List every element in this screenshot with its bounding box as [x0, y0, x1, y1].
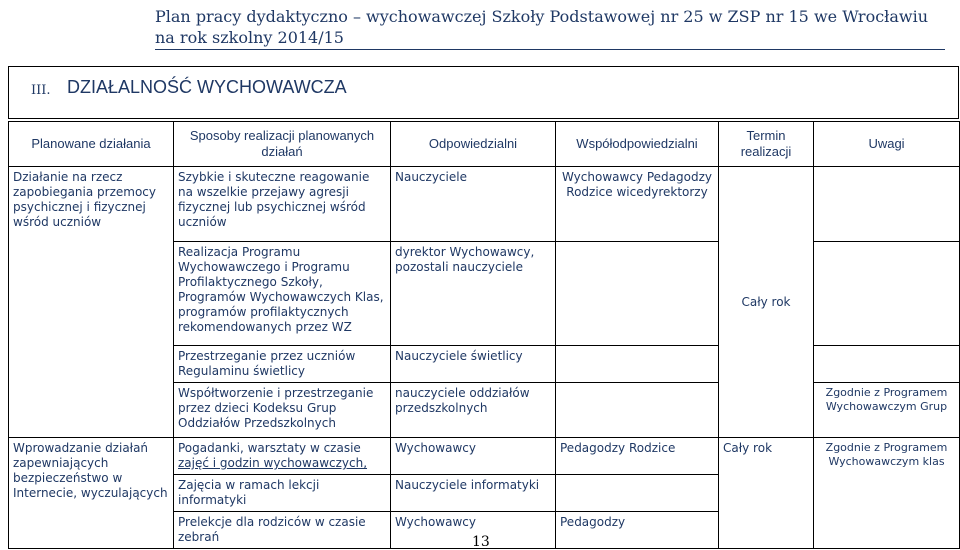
method-cell: Prelekcje dla rodziców w czasie zebrań	[174, 512, 391, 549]
coresponsible-cell: Wychowawcy Pedagodzy Rodzice wicedyrektorzy	[556, 167, 719, 242]
section-header	[8, 66, 959, 119]
notes-cell: Zgodnie z Programem Wychowawczym klas	[814, 438, 960, 549]
term-cell: Cały rok	[719, 438, 814, 549]
method-cell: Współtworzenie i przestrzeganie przez dzieci Kodeksu Grup Oddziałów Przedszkolnych	[174, 383, 391, 438]
method-cell	[174, 438, 391, 475]
term-cell: Cały rok	[719, 167, 814, 438]
responsible-cell: nauczyciele oddziałów przedszkolnych	[391, 383, 556, 438]
header-notes: Uwagi	[814, 122, 960, 167]
header-planned: Planowane działania	[9, 122, 174, 167]
activities-table	[8, 121, 960, 549]
responsible-cell: Nauczyciele świetlicy	[391, 346, 556, 383]
coresponsible-cell	[556, 383, 719, 438]
table-row	[9, 438, 960, 475]
header-term: Termin realizacji	[719, 122, 814, 167]
table-row	[9, 167, 960, 242]
method-cell: Przestrzeganie przez uczniów Regulaminu świetlicy	[174, 346, 391, 383]
method-text-b: zajęć i godzin wychowawczych,	[178, 456, 368, 470]
section-number: III.	[31, 83, 51, 98]
coresponsible-cell	[556, 242, 719, 346]
notes-cell	[814, 167, 960, 242]
method-cell: Zajęcia w ramach lekcji informatyki	[174, 475, 391, 512]
header-coresponsible: Współodpowiedzialni	[556, 122, 719, 167]
method-cell: Realizacja Programu Wychowawczego i Programu Profilaktycznego Szkoły, Programów Wychowawczych Klas, programów profilaktycznych rekomendowanych przez WZ	[174, 242, 391, 346]
document-title: Plan pracy dydaktyczno – wychowawczej Szkoły Podstawowej nr 25 w ZSP nr 15 we Wrocławiu na rok szkolny 2014/15	[155, 7, 929, 47]
notes-cell	[814, 242, 960, 346]
coresponsible-cell: Pedagodzy Rodzice	[556, 438, 719, 475]
header-responsible: Odpowiedzialni	[391, 122, 556, 167]
method-cell: Szybkie i skuteczne reagowanie na wszelkie przejawy agresji fizycznej lub psychicznej wśród uczniów	[174, 167, 391, 242]
section-title: DZIAŁALNOŚĆ WYCHOWAWCZA	[67, 77, 347, 97]
header-methods: Sposoby realizacji planowanych działań	[174, 122, 391, 167]
method-text-a: Pogadanki, warsztaty w czasie	[178, 441, 361, 455]
notes-cell	[814, 346, 960, 383]
coresponsible-cell	[556, 346, 719, 383]
responsible-cell: Nauczyciele	[391, 167, 556, 242]
table-header-row	[9, 122, 960, 167]
page-number: 13	[472, 534, 490, 550]
coresponsible-cell	[556, 475, 719, 512]
responsible-cell: dyrektor Wychowawcy, pozostali nauczyciele	[391, 242, 556, 346]
responsible-cell: Wychowawcy	[391, 438, 556, 475]
title-divider	[155, 49, 945, 50]
planned-cell: Działanie na rzecz zapobiegania przemocy psychicznej i fizycznej wśród uczniów	[9, 167, 174, 438]
coresponsible-cell: Pedagodzy	[556, 512, 719, 549]
responsible-cell: Nauczyciele informatyki	[391, 475, 556, 512]
responsible-cell: Wychowawcy	[391, 512, 556, 549]
planned-cell: Wprowadzanie działań zapewniających bezpieczeństwo w Internecie, wyczulających	[9, 438, 174, 549]
notes-cell: Zgodnie z Programem Wychowawczym Grup	[814, 383, 960, 438]
